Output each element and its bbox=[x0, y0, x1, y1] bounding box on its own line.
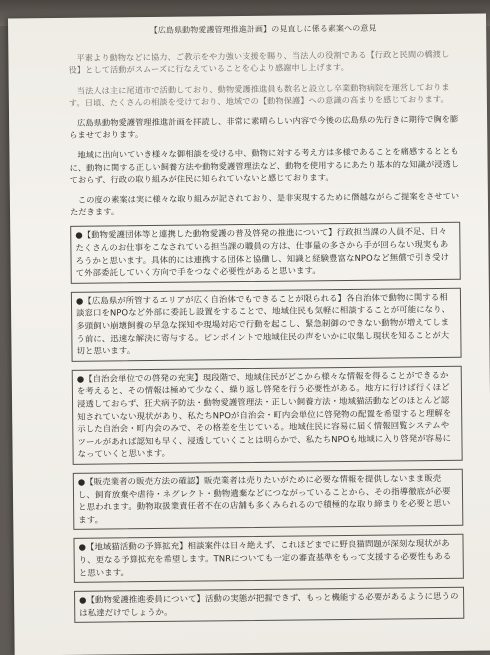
paragraph-plan-reading: 広島県動物愛護管理推進計画を拝読し、非常に素晴らしい内容で今後の広島県の先行きに期待で胸を膨らませております。 bbox=[69, 113, 459, 141]
proposal-box-promotion-committee: ●【動物愛護推進委員について】活動の実態が把握できず、もっと機能する必要があるように思うのは私達だけでしょうか。 bbox=[74, 587, 464, 623]
paragraph-greeting: 平素より動物などに協力、ご教示をや力強い支援を賜り、当法人の役割である【行政と民間の橋渡し役】として活動がスムーズに行なえていることを心より感謝申し上げます。 bbox=[68, 49, 450, 76]
document-title: 【広島県動物愛護管理推進計画】の見直しに係る素案への意見 bbox=[149, 23, 377, 36]
proposal-box-collaboration: ●【動物愛護団体等と連携した動物愛護の普及啓発の推進について】行政担当課の人員不足、日々たくさんのお仕事をこなされている担当課の職員の方は、仕事量の多さから手が回らない現実もあろうかと思います。具体的には連携する団体と協働し、知識と経験豊富なNPOなど無償で引き受けて外部委託していく方向で手をつなぐ必要性があると思います。 bbox=[70, 222, 461, 283]
proposal-box-community-cat-budget: ●【地域猫活動の予算拡充】相談案件は日々絶えず、これほどまでに野良猫問題が深刻な現状があり、更なる予算拡充を希望します。TNRについても一定の審査基準をもって支援する必要性もあると思います。 bbox=[73, 534, 463, 583]
paragraph-organization: 当法人は主に尾道市で活動しており、動物愛護推進員も数名と設立し卒業動物病院を運営しております。日頃、たくさんの相談を受けており、地域での【動物保護】への意識の高まりを感じております。 bbox=[68, 81, 450, 108]
proposal-box-sales-method: ●【販売業者の販売方法の確認】販売業者は売りたいがために必要な情報を提供しないまま販売し、飼育放棄や虐待・ネグレクト・動物遺棄などにつながっていることから、その指導徹底が必要と思われます。動物取扱業責任者不在の店舗も多くみられるので積極的な取り締まりを必要と思います。 bbox=[73, 469, 464, 530]
proposal-box-community-awareness: ●【自治会単位での啓発の充実】現段階で、地域住民がどこから様々な情報を得ることができるかを考えると、その情報は極めて少なく、繰り返し啓発を行う必要性がある。地方に行けば行くほど浸透しておらず、狂犬病予防法・動物愛護管理法・正しい飼養方法・地域猫活動などのほとんど認知されていない現状があり、私たちNPOが自治会・町内会単位に啓発物の配置を希望すると理解を示した自治会・町内会のみで、その格差を生じている。地域住民に容易に届く情報回覧システムやツールがあれば認知も早く、浸透していくことは明らかで、私たちNPOも地域に入り啓発が容易になっていくと思います。 bbox=[72, 366, 463, 465]
paragraph-proposal-intro: この度の素案は実に様々な取り組みが記されており、是非実現するために僭越ながらご提案をさせていただきます。 bbox=[69, 190, 460, 218]
paper-sheet bbox=[8, 13, 490, 655]
document-body bbox=[68, 22, 464, 631]
paragraph-situation: 地域に出向いていき様々な御相談を受ける中、動物に対する考え方は多様であることを痛感するとともに、動物に関する正しい飼養方法や動物愛護管理法など、動物を使用するにあたり基本的な知識が浸透しておらず、行政の取り組みが住民に知られていないと感じております。 bbox=[69, 146, 460, 185]
proposal-box-consultation: ●【広島県が所管するエリアが広く自治体でもできることが限られる】各自治体で動物に関する相談窓口をNPOなど外部に委託し設置をすることで、地域住民も気軽に相談することが可能になり、多頭飼い崩壊飼養の早急な探知や現場対応で行動を起こし、緊急制御のできない動物が増えてしまう前に、迅速な解決に寄与する。ピンポイントで地域住民の声をいかに収集し現状を知ることが大切と思います。 bbox=[71, 288, 462, 362]
